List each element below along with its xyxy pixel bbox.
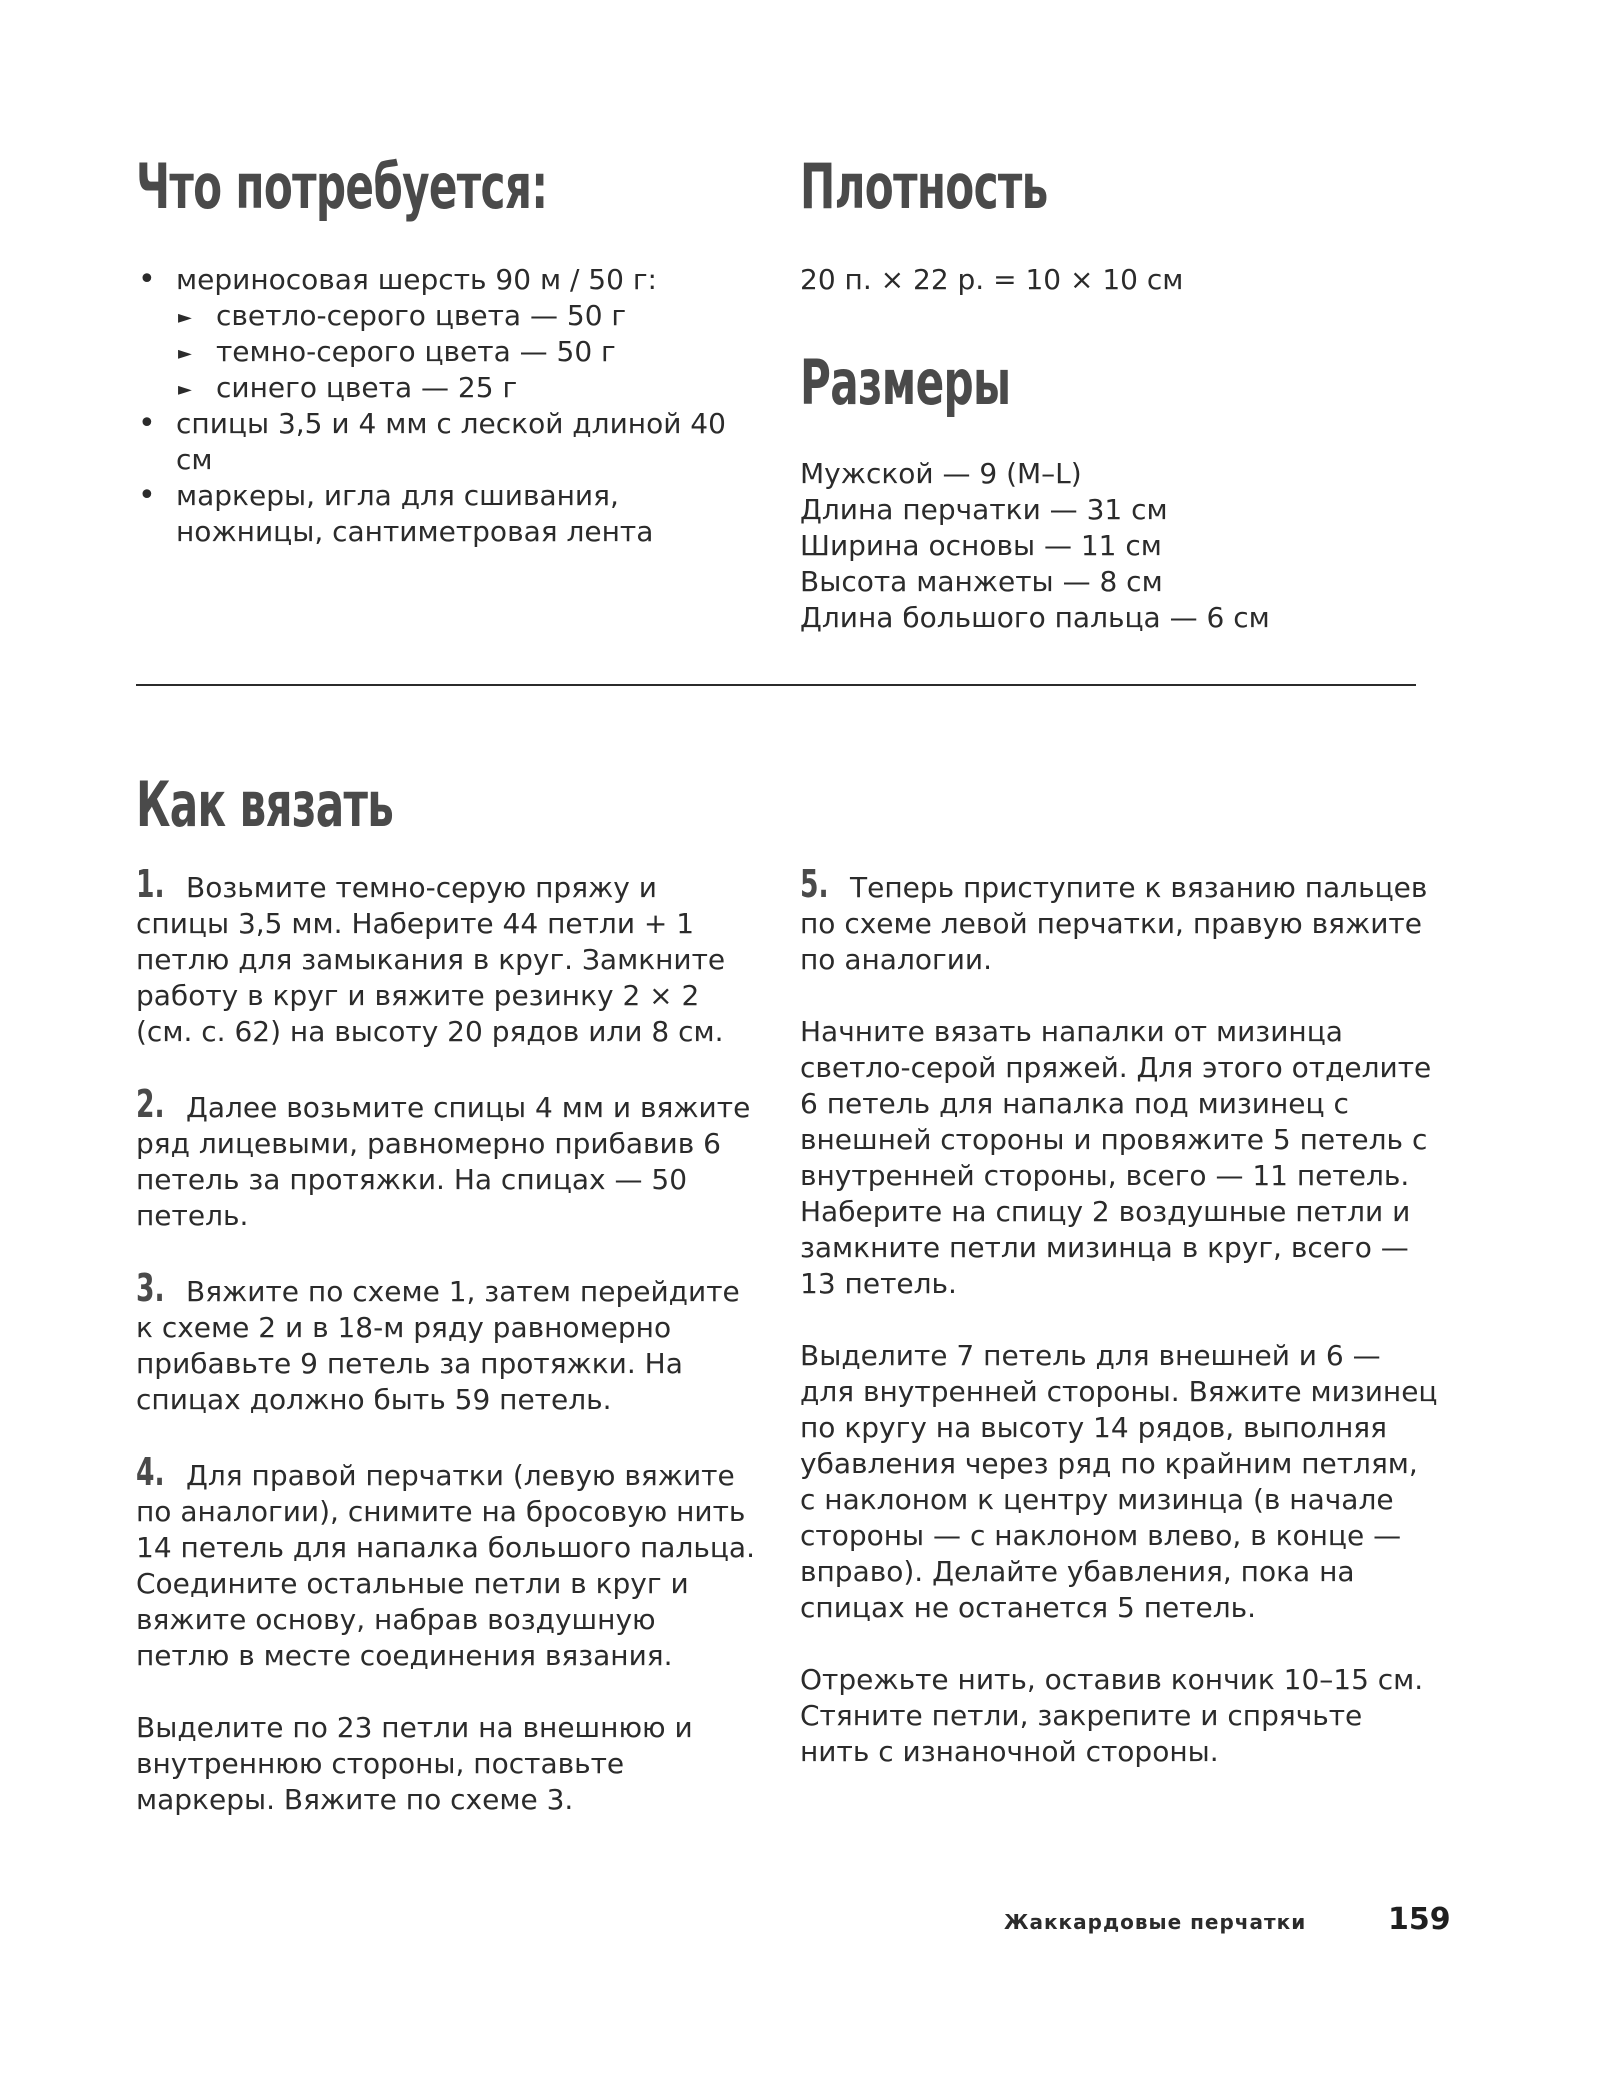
- step-number: 5.: [800, 862, 829, 906]
- list-item: ► синего цвета — 25 г: [176, 370, 756, 406]
- step-2: 2. Далее возьмите спицы 4 мм и вяжите ряд лицевыми, равномерно прибавив 6 петель за протяжки. На спицах — 50 петель.: [136, 1082, 751, 1232]
- list-item: ► темно-серого цвета — 50 г: [176, 334, 756, 370]
- list-item: ► светло-серого цвета — 50 г: [176, 298, 756, 334]
- bullet-icon: •: [138, 262, 156, 297]
- size-line: Ширина основы — 11 см: [800, 529, 1162, 562]
- size-line: Высота манжеты — 8 см: [800, 565, 1163, 598]
- size-line: Мужской — 9 (M–L): [800, 457, 1082, 490]
- step-4: 4. Для правой перчатки (левую вяжите по аналогии), снимите на бросовую нить 14 петель для напалка большого пальца. Соедините остальные петли в круг и вяжите основу, набрав воздушную петлю в месте соединения вязания.: [136, 1450, 755, 1672]
- how-to-knit-heading: Как вязать: [136, 768, 394, 841]
- arrow-bullet-icon: ►: [178, 307, 192, 328]
- sizes-heading: Размеры: [800, 346, 1011, 419]
- arrow-bullet-icon: ►: [178, 379, 192, 400]
- step-number: 3.: [136, 1266, 165, 1310]
- paragraph: Отрежьте нить, оставив кончик 10–15 см. Стяните петли, закрепите и спрячьте нить с изнаночной стороны.: [800, 1663, 1424, 1768]
- paragraph: Начните вязать напалки от мизинца светло-серой пряжей. Для этого отделите 6 петель для напалка под мизинец с внешней стороны и провяжите 5 петель с внутренней стороны, всего — 11 петель. Наберите на спицу 2 воздушные петли и замкните петли мизинца в круг, всего — 13 петель.: [800, 1015, 1432, 1300]
- yarn-colors-list: [176, 298, 756, 406]
- paragraph: Выделите 7 петель для внешней и 6 — для внутренней стороны. Вяжите мизинец по кругу на высоту 14 рядов, выполняя убавления через ряд по крайним петлям, с наклоном к центру мизинца (в начале стороны — с наклоном влево, в конце — вправо). Делайте убавления, пока на спицах не останется 5 петель.: [800, 1339, 1438, 1624]
- size-line: Длина большого пальца — 6 см: [800, 601, 1270, 634]
- steps-right-column: [800, 862, 1440, 1806]
- steps-left-column: [136, 862, 756, 1854]
- section-divider: [136, 684, 1416, 686]
- materials-section: [136, 150, 756, 550]
- page-number: 159: [1388, 1902, 1451, 1937]
- running-footer-title: Жаккардовые перчатки: [1004, 1910, 1307, 1934]
- materials-list: [136, 262, 756, 550]
- bullet-icon: •: [138, 406, 156, 441]
- list-item: • маркеры, игла для сшивания, ножницы, сантиметровая лента: [138, 478, 654, 548]
- gauge-heading: Плотность: [800, 150, 1048, 223]
- step-number: 4.: [136, 1450, 165, 1494]
- bullet-icon: •: [138, 478, 156, 513]
- step-number: 2.: [136, 1082, 165, 1126]
- step-1: 1. Возьмите темно-серую пряжу и спицы 3,5 мм. Наберите 44 петли + 1 петлю для замыкания в круг. Замкните работу в круг и вяжите резинку 2 × 2 (см. с. 62) на высоту 20 рядов или 8 см.: [136, 862, 726, 1048]
- materials-heading: Что потребуется:: [136, 150, 548, 223]
- step-number: 1.: [136, 862, 165, 906]
- sizes-list: [800, 456, 1440, 636]
- list-item: • спицы 3,5 и 4 мм с леской длиной 40 см: [138, 406, 726, 476]
- gauge-sizes-section: [800, 150, 1440, 636]
- step-5: 5. Теперь приступите к вязанию пальцев по схеме левой перчатки, правую вяжите по аналогии.: [800, 862, 1428, 976]
- step-3: 3. Вяжите по схеме 1, затем перейдите к схеме 2 и в 18-м ряду равномерно прибавьте 9 петель за протяжки. На спицах должно быть 59 петель.: [136, 1266, 740, 1416]
- step-4-continued: Выделите по 23 петли на внешнюю и внутреннюю стороны, поставьте маркеры. Вяжите по схеме 3.: [136, 1711, 693, 1816]
- gauge-text: 20 п. × 22 р. = 10 × 10 см: [800, 263, 1184, 296]
- list-item: • мериносовая шерсть 90 м / 50 г: ► светло-серого цвета — 50 г ► темно-серого цвета — 50 г ► синего цвета — 25 г: [136, 262, 756, 406]
- size-line: Длина перчатки — 31 см: [800, 493, 1168, 526]
- arrow-bullet-icon: ►: [178, 343, 192, 364]
